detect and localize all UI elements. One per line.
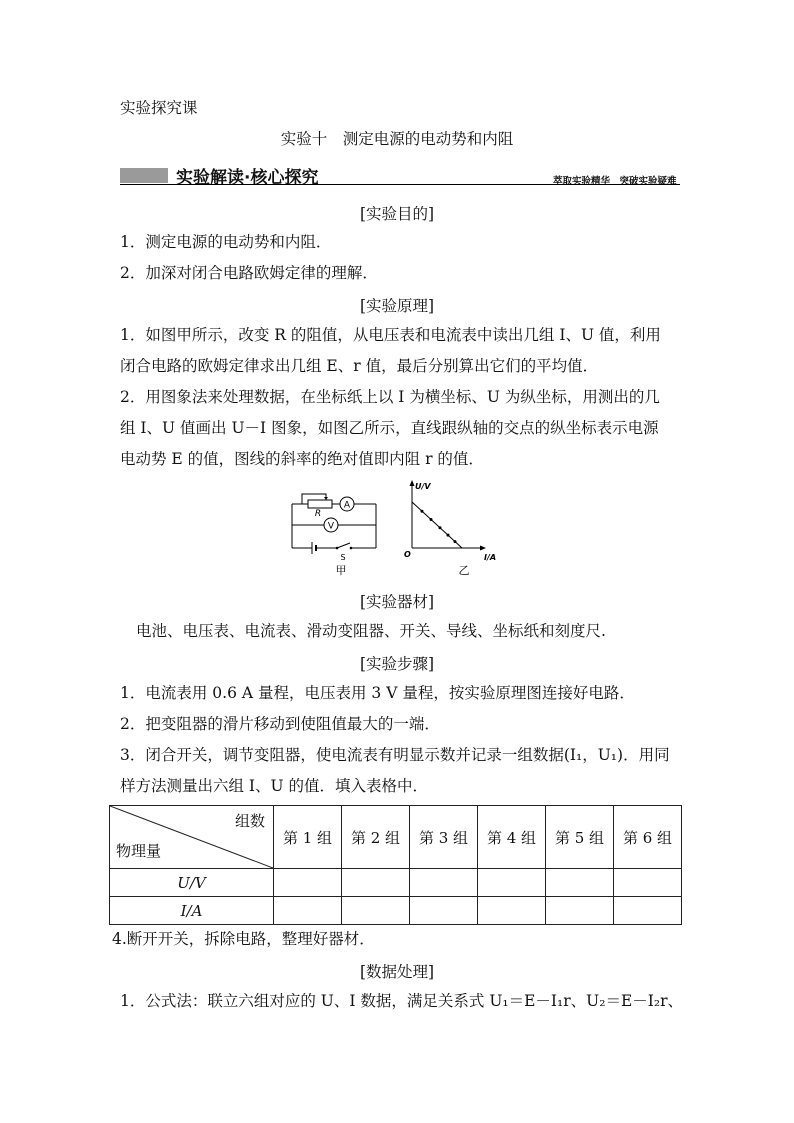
ammeter-label: A <box>343 500 351 511</box>
table-cell <box>614 869 682 897</box>
x-axis-label: I/A <box>484 553 497 562</box>
principle-text: 2．用图象法来处理数据，在坐标纸上以 I 为横坐标、U 为纵坐标，用测出的几 <box>120 388 660 406</box>
course-label: 实验探究课 <box>120 99 198 117</box>
principle-text: 1．如图甲所示，改变 R 的阻值，从电压表和电流表中读出几组 I、U 值，利用 <box>120 326 661 344</box>
table-cell <box>274 869 342 897</box>
switch-symbol <box>337 543 350 548</box>
rheostat-symbol <box>308 500 332 508</box>
row-header: I/A <box>110 897 274 925</box>
step-text: 样方法测量出六组 I、U 的值．填入表格中． <box>120 777 429 795</box>
voltmeter-label: V <box>327 521 335 532</box>
origin-label: O <box>404 550 411 559</box>
step-text: 3．闭合开关，调节变阻器，使电流表有明显示数并记录一组数据(I₁，U₁)．用同 <box>120 746 670 764</box>
data-point <box>447 534 450 537</box>
table-cell <box>478 897 546 925</box>
row-header: U/V <box>110 869 274 897</box>
purpose-item: 2．加深对闭合电路欧姆定律的理解． <box>120 264 378 282</box>
table-cell <box>410 869 478 897</box>
steps-heading: [实验步骤] <box>359 655 435 673</box>
corner-top-label: 组数 <box>234 812 265 830</box>
corner-bottom-label: 物理量 <box>116 842 162 860</box>
table-cell <box>478 869 546 897</box>
principle-text: 电动势 E 的值，图线的斜率的绝对值即内阻 r 的值． <box>120 450 484 468</box>
equipment-heading: [实验器材] <box>359 593 435 611</box>
circuit-caption: 甲 <box>335 564 347 577</box>
data-point <box>421 510 424 513</box>
column-header: 第 4 组 <box>478 806 546 869</box>
circuit-diagram <box>286 482 386 577</box>
principle-text: 闭合电路的欧姆定律求出几组 E、r 值，最后分别算出它们的平均值． <box>120 357 599 375</box>
table-row <box>110 869 682 897</box>
resistor-label: R <box>314 509 322 519</box>
purpose-heading: [实验目的] <box>359 205 435 223</box>
step-text: 1．电流表用 0.6 A 量程，电压表用 3 V 量程，按实验原理图连接好电路． <box>120 684 635 702</box>
equipment-text: 电池、电压表、电流表、滑动变阻器、开关、导线、坐标纸和刻度尺. <box>136 622 606 640</box>
corner-cell <box>110 806 274 869</box>
column-header: 第 3 组 <box>410 806 478 869</box>
data-point <box>430 518 433 521</box>
data-table <box>109 805 682 925</box>
graph-caption: 乙 <box>458 564 470 577</box>
switch-label: S <box>340 553 346 562</box>
column-header: 第 5 组 <box>546 806 614 869</box>
table-cell <box>546 869 614 897</box>
step-text: 4.断开开关，拆除电路，整理好器材． <box>112 930 375 948</box>
table-header-row <box>110 806 682 869</box>
page-title: 实验十 测定电源的电动势和内阻 <box>280 130 514 148</box>
step-text: 2．把变阻器的滑片移动到使阻值最大的一端． <box>120 715 440 733</box>
principle-text: 组 I、U 值画出 U－I 图象，如图乙所示，直线跟纵轴的交点的纵坐标表示电源 <box>120 419 659 437</box>
data-text: 1．公式法：联立六组对应的 U、I 数据，满足关系式 U₁＝E－I₁r、U₂＝E－I₂r、 <box>120 992 684 1010</box>
table-cell <box>410 897 478 925</box>
table-cell <box>342 869 410 897</box>
data-heading: [数据处理] <box>359 963 435 981</box>
table-cell <box>274 897 342 925</box>
table-cell <box>342 897 410 925</box>
y-axis-label: U/V <box>415 482 431 491</box>
column-header: 第 2 组 <box>342 806 410 869</box>
banner-subtitle: 萃取实验精华 突破实验疑难 <box>553 176 677 187</box>
column-header: 第 1 组 <box>274 806 342 869</box>
ui-graph <box>400 478 505 578</box>
data-point <box>439 526 442 529</box>
table-row <box>110 897 682 925</box>
column-header: 第 6 组 <box>614 806 682 869</box>
table-cell <box>546 897 614 925</box>
table-cell <box>614 897 682 925</box>
data-point <box>454 540 457 543</box>
banner-title: 实验解读·核心探究 <box>176 168 319 188</box>
purpose-item: 1．测定电源的电动势和内阻． <box>120 233 332 251</box>
principle-heading: [实验原理] <box>359 297 435 315</box>
banner-divider <box>120 184 680 185</box>
banner-bar <box>120 168 168 183</box>
